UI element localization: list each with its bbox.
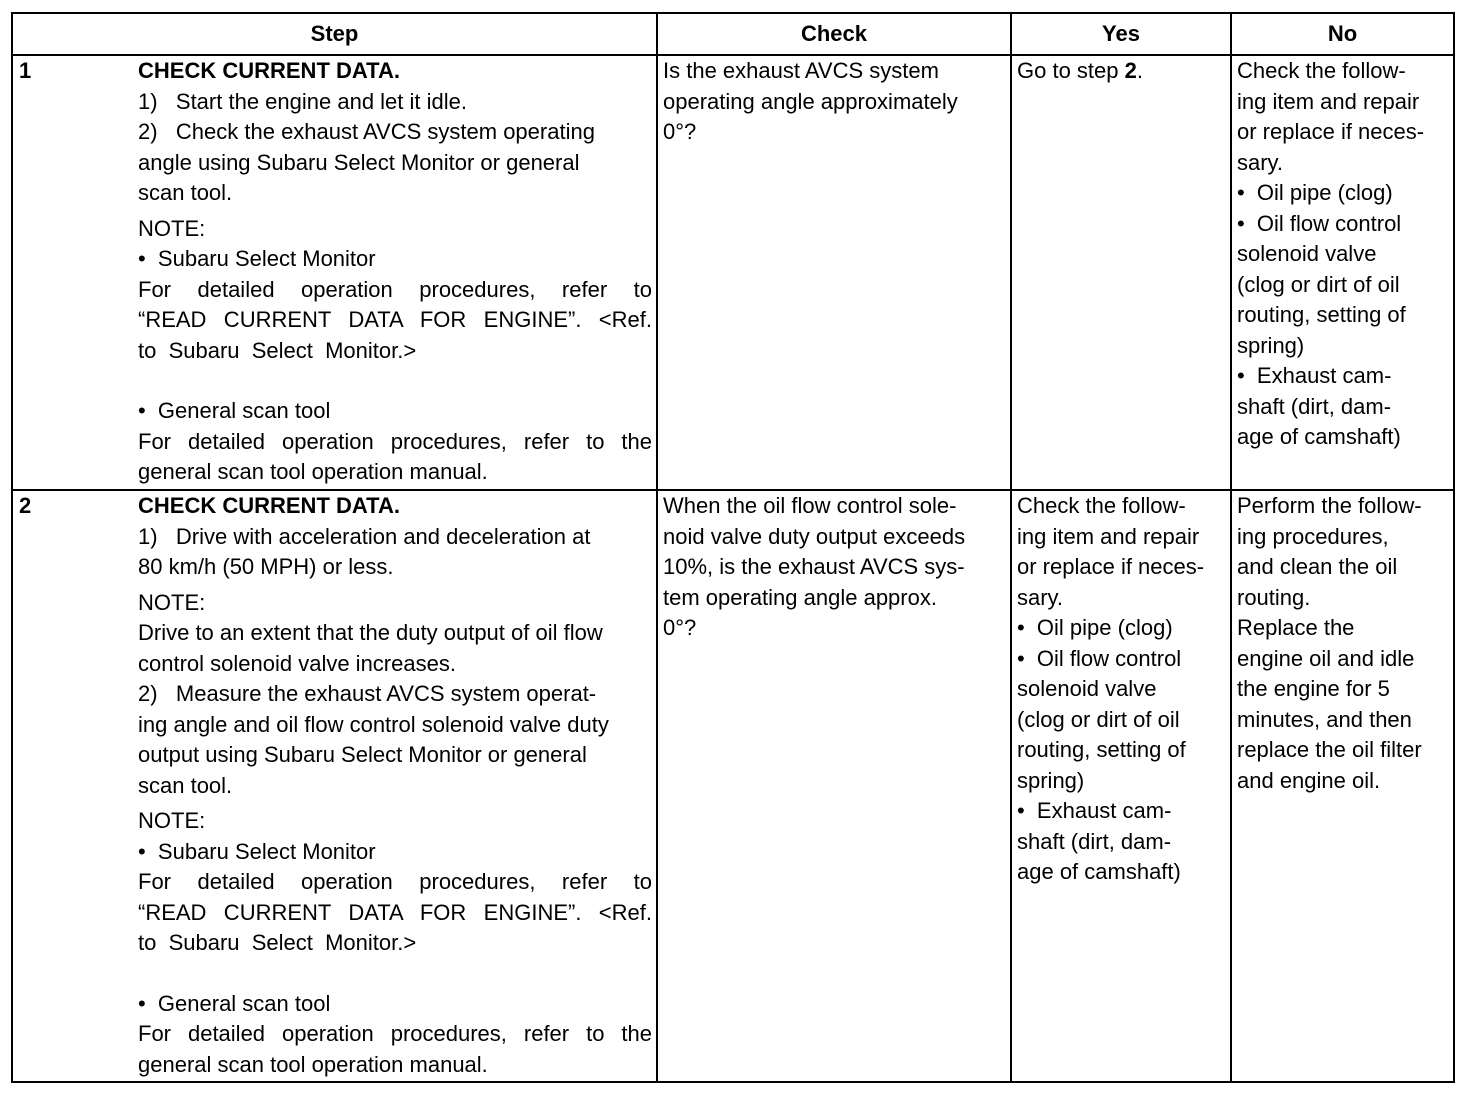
no-line: routing. — [1237, 584, 1311, 610]
note-label: NOTE: — [138, 808, 206, 833]
bullet-item: • Subaru Select Monitor — [138, 246, 376, 271]
yes-line: or replace if neces- — [1017, 554, 1205, 579]
spacer — [138, 366, 652, 396]
no-line: routing, setting of — [1237, 302, 1406, 327]
step-line: 1) Drive with acceleration and deceleration at — [138, 523, 591, 549]
ref-line: For detailed operation procedures, refer to the — [138, 428, 652, 454]
step-line: 80 km/h (50 MPH) or less. — [138, 554, 394, 579]
header-check: Check — [657, 13, 1011, 55]
step-line: 2) Measure the exhaust AVCS system operat- — [138, 681, 597, 706]
yes-suffix: . — [1136, 58, 1143, 83]
note-label: NOTE: — [138, 589, 206, 615]
no-line: (clog or dirt of oil — [1237, 271, 1400, 297]
no-line: shaft (dirt, dam- — [1237, 393, 1392, 419]
check-line: 0°? — [663, 119, 697, 144]
no-line: ing item and repair — [1237, 88, 1420, 114]
diagnostic-table — [11, 12, 1455, 1083]
step-heading: CHECK CURRENT DATA. — [138, 493, 400, 518]
no-line: Perform the follow- — [1237, 493, 1422, 518]
note-label: NOTE: — [138, 215, 206, 241]
yes-line: spring) — [1017, 767, 1085, 793]
ref-line: to Subaru Select Monitor.> — [138, 930, 417, 955]
step-heading: CHECK CURRENT DATA. — [138, 58, 400, 83]
check-line: When the oil flow control sole- — [663, 493, 957, 518]
no-line: Replace the — [1237, 615, 1355, 640]
no-line: and clean the oil — [1237, 554, 1398, 579]
yes-line: (clog or dirt of oil — [1017, 706, 1180, 732]
yes-line: • Oil pipe (clog) — [1017, 615, 1173, 640]
no-line: • Oil flow control — [1237, 210, 1402, 236]
no-line: engine oil and idle — [1237, 645, 1415, 671]
yes-line: routing, setting of — [1017, 737, 1186, 762]
yes-cell — [1011, 490, 1231, 1082]
ref-line: For detailed operation procedures, refer to — [138, 869, 652, 894]
yes-line: • Oil flow control — [1017, 645, 1182, 671]
check-line: noid valve duty output exceeds — [663, 523, 966, 549]
step-line: 2) Check the exhaust AVCS system operating — [138, 119, 595, 144]
no-line: sary. — [1237, 149, 1284, 175]
no-line: and engine oil. — [1237, 767, 1381, 793]
header-yes: Yes — [1011, 13, 1231, 55]
ref-line: “READ CURRENT DATA FOR ENGINE”. <Ref. — [138, 307, 652, 332]
note-line: control solenoid valve increases. — [138, 650, 456, 676]
check-line: 10%, is the exhaust AVCS sys- — [663, 554, 965, 579]
yes-line: age of camshaft) — [1017, 859, 1181, 884]
step-number: 1 — [19, 58, 32, 83]
yes-cell — [1011, 55, 1231, 490]
table-row — [12, 55, 1454, 490]
step-line: scan tool. — [138, 180, 233, 205]
step-line: 1) Start the engine and let it idle. — [138, 88, 467, 114]
note-line: Drive to an extent that the duty output of oil flow — [138, 620, 603, 645]
yes-line: • Exhaust cam- — [1017, 798, 1172, 823]
yes-line: Check the follow- — [1017, 493, 1186, 518]
no-cell — [1231, 490, 1454, 1082]
no-line: or replace if neces- — [1237, 119, 1425, 144]
yes-line: ing item and repair — [1017, 523, 1200, 549]
no-line: replace the oil filter — [1237, 737, 1422, 762]
no-line: • Oil pipe (clog) — [1237, 180, 1393, 205]
check-line: 0°? — [663, 615, 697, 640]
check-line: operating angle approximately — [663, 88, 958, 114]
header-step: Step — [12, 13, 657, 55]
no-line: the engine for 5 — [1237, 676, 1390, 701]
yes-line: sary. — [1017, 584, 1064, 610]
ref-line: For detailed operation procedures, refer to the — [138, 1021, 652, 1046]
no-line: Check the follow- — [1237, 58, 1406, 83]
check-line: tem operating angle approx. — [663, 584, 937, 610]
step-line: angle using Subaru Select Monitor or general — [138, 149, 580, 175]
bullet-item: • General scan tool — [138, 398, 331, 423]
ref-line: general scan tool operation manual. — [138, 459, 488, 484]
yes-line: solenoid valve — [1017, 676, 1157, 701]
yes-text — [1017, 56, 1225, 87]
step-line: scan tool. — [138, 772, 233, 798]
check-cell — [657, 490, 1011, 1082]
no-line: age of camshaft) — [1237, 424, 1401, 449]
ref-line: For detailed operation procedures, refer to — [138, 276, 652, 302]
check-cell — [657, 55, 1011, 490]
spacer — [138, 959, 652, 989]
yes-line: shaft (dirt, dam- — [1017, 828, 1172, 854]
bullet-item: • Subaru Select Monitor — [138, 838, 376, 864]
no-cell — [1231, 55, 1454, 490]
step-link[interactable]: 2 — [1124, 58, 1137, 83]
check-line: Is the exhaust AVCS system — [663, 58, 939, 83]
step-cell — [12, 55, 657, 490]
ref-line: “READ CURRENT DATA FOR ENGINE”. <Ref. — [138, 899, 652, 925]
step-line: output using Subaru Select Monitor or general — [138, 742, 587, 767]
step-number: 2 — [19, 493, 32, 518]
table-row — [12, 490, 1454, 1082]
ref-line: general scan tool operation manual. — [138, 1051, 488, 1077]
step-line: ing angle and oil flow control solenoid valve duty — [138, 711, 609, 737]
header-no: No — [1231, 13, 1454, 55]
ref-line: to Subaru Select Monitor.> — [138, 337, 417, 363]
no-line: spring) — [1237, 332, 1305, 358]
yes-prefix: Go to step — [1017, 58, 1125, 83]
no-line: ing procedures, — [1237, 523, 1389, 549]
no-line: solenoid valve — [1237, 241, 1377, 266]
bullet-item: • General scan tool — [138, 990, 331, 1016]
header-row — [12, 13, 1454, 55]
step-cell — [12, 490, 657, 1082]
no-line: • Exhaust cam- — [1237, 363, 1392, 388]
no-line: minutes, and then — [1237, 706, 1412, 732]
